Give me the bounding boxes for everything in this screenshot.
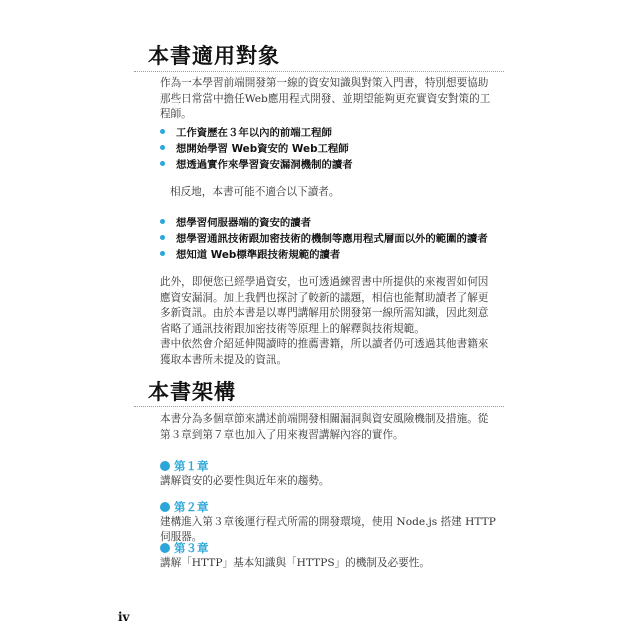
bullet-dot-icon (160, 251, 165, 256)
bullet-dot-icon (160, 145, 165, 150)
target-reader-list (160, 124, 353, 172)
section-title-book-structure: 本書架構 (148, 380, 236, 404)
list-item: 工作資歷在３年以內的前端工程師 (160, 124, 353, 139)
further-reading-paragraph: 書中依然會介紹延伸閱讀時的推薦書籍，所以讀者仍可透過其他書籍來獲取本書所未提及的資訊。 (160, 338, 489, 366)
chapter-3-heading: 第３章 (160, 540, 209, 556)
bullet-dot-icon (160, 129, 165, 134)
intro-paragraph: 作為一本學習前端開發第一線的資安知識與對策入門書，特別想要協助那些日常當中擔任Web應用程式開發、並期望能夠更充實資安對策的工程師。 (160, 77, 491, 120)
bullet-dot-icon (160, 161, 165, 166)
list-item: 想開始學習 Web資安的 Web工程師 (160, 140, 353, 155)
section-title-target-readers: 本書適用對象 (148, 44, 280, 68)
chapter-dot-icon (160, 502, 170, 512)
chapter-2-description: 建構進入第３章後運行程式所需的開發環境，使用 Node.js 搭建 HTTP伺服器。 (160, 516, 496, 543)
title-divider (134, 71, 504, 72)
non-target-reader-list (160, 214, 488, 262)
list-item: 想透過實作來學習資安漏洞機制的讀者 (160, 156, 353, 171)
chapter-1-description: 講解資安的必要性與近年來的趨勢。 (160, 475, 330, 487)
title-divider (134, 406, 504, 407)
contrast-paragraph: 相反地，本書可能不適合以下讀者。 (170, 186, 340, 198)
list-item: 想知道 Web標準跟技術規範的讀者 (160, 246, 488, 261)
page-number: iv (118, 610, 130, 624)
chapter-2-heading: 第２章 (160, 499, 209, 515)
list-item: 想學習通訊技術跟加密技術的機制等應用程式層面以外的範圍的讀者 (160, 230, 488, 245)
chapter-dot-icon (160, 543, 170, 553)
chapter-1-heading: 第１章 (160, 458, 209, 474)
chapter-3-description: 講解「HTTP」基本知識與「HTTPS」的機制及必要性。 (160, 557, 430, 569)
list-item: 想學習伺服器端的資安的讀者 (160, 214, 488, 229)
bullet-dot-icon (160, 219, 165, 224)
bullet-dot-icon (160, 235, 165, 240)
note-paragraph: 此外，即便您已經學過資安，也可透過練習書中所提供的來複習如何因應資安漏洞。加上我們也探討了較新的議題，相信也能幫助讀者了解更多新資訊。由於本書是以專門講解用於開發第一線所需知識，因此刻意省略了通訊技術跟加密技術等原理上的解釋與技術規範。 (160, 276, 489, 335)
chapter-dot-icon (160, 461, 170, 471)
structure-intro-paragraph: 本書分為多個章節來講述前端開發相關漏洞與資安風險機制及措施。從第３章到第７章也加入了用來複習講解內容的實作。 (160, 413, 489, 441)
